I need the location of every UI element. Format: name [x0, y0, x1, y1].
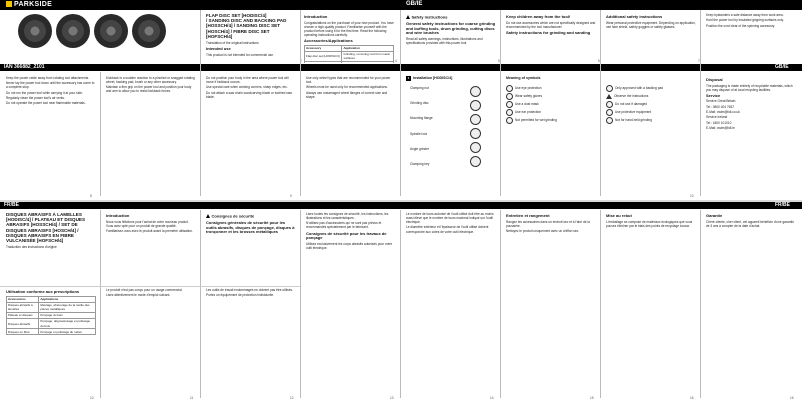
symbols-heading: Meaning of symbols — [506, 76, 541, 80]
safety-column-3: Additional safety instructions Wear personal protective equipment. Depending on application, use face shield, safety goggles or safety glasses. — [606, 13, 698, 63]
language-code: FR/BE — [4, 202, 19, 208]
service-line: Tel.: 0800 404 7657 — [706, 104, 735, 109]
page-number: 6 — [598, 59, 600, 63]
column-divider — [700, 10, 701, 196]
page-number: 9 — [290, 194, 292, 198]
safety-column-4: Keep bystanders a safe distance away from work area. Hold the power tool by insulated gripping surfaces only. Position the cord clear of the spinning accessory. — [706, 13, 784, 28]
safety-subheading: General safety instructions for coarse grinding and buffing tools, drum grinding, cutting discs and wire brushes — [406, 21, 496, 36]
ear-protection-icon — [506, 109, 513, 116]
brand-logo: PARKSIDE — [6, 1, 52, 8]
care-heading: Entretien et rangement — [506, 213, 550, 218]
safety-column-1: Safety instructions General safety instructions for coarse grinding and buffing tools, drum grinding, cutting discs and wire brushes Read all safety warnings, instructions, illustrations and specifications provided with this power tool. — [406, 13, 498, 63]
intro-column — [304, 13, 394, 63]
product-title: FLAP DISC SET [HODISC/4] / SANDING DISC AND BACKING PAD [HOSSCH/4] / SANDING DISC SET [HOSCH/4] / FIBRE DISC SET [HOFSCH/4] — [206, 13, 287, 39]
service-line: E-Mail: owim@lidl.co.uk — [706, 109, 740, 114]
intended-use-heading: Intended use — [206, 46, 231, 52]
safety-column-5: Keep the power cable away from rotating tool attachments. Never lay the power tool down until the accessory has come to a complete stop. Do not run the power tool while carrying it at your side. Regularly clean the power tool's air vents. Do not operate the power tool near flammable materials. — [6, 76, 95, 106]
column-divider — [300, 10, 301, 196]
installation-step-icon — [470, 114, 481, 125]
fr-intro-column-2: Le produit n'est pas conçu pour un usage commercial. Lisez attentivement le mode d'emploi suivant. — [106, 288, 183, 298]
applications-table: Accessory Application Flap disc set [HODISC/4] Grinding, removing rust from metal surfaces — [304, 45, 394, 63]
page-number: 11 — [190, 396, 194, 400]
symbols-list-left: Use eye protection Wear safety gloves Use a dust mask Use ear protection Not permitted for wet grinding — [506, 84, 598, 194]
service-line: Service Ireland — [706, 115, 728, 120]
fr-applications-table: Accessoires Applications Disques abrasifs à lamelles Meulage, ébavurage de la rouille des pièces métalliques Plateau et disques Ponçage du bois Disques abrasifs Ponçage, dégrossissage et polissage du bois Disques en fibre Ponçage et polissage du métal — [6, 296, 96, 336]
page-number: 12 — [290, 396, 294, 400]
page-number: 5 — [498, 59, 500, 63]
disposal-service-column: Disposal The packaging is made entirely of recyclable materials, which you may dispose of at local recycling facilities. Service Service Great Britain Tel.: 0800 404 7657 E-Mail: owim@lidl.co.uk Service Ireland Tel.: 1800 101010 E-Mail: owim@lidl.ie — [706, 76, 798, 194]
protective-equipment-icon — [606, 109, 613, 116]
page-number: 8 — [90, 194, 92, 198]
safety-subheading: Consignes générales de sécurité pour les outils abrasifs, disques de ponçage, disques à tronçonner et les brosses métalliques — [206, 220, 295, 235]
translation-note: Traduction des instructions d'origine — [6, 245, 57, 250]
installation-heading: 1 Installation [HODISC/4] — [407, 76, 453, 80]
parts-heading: Accessories/Applications — [304, 37, 353, 43]
translation-note: Translation of the original instructions — [206, 41, 259, 46]
page-number: 10 — [690, 194, 694, 198]
flap-disc-image — [18, 14, 52, 48]
installation-step-icon — [470, 142, 481, 153]
installation-step-icon — [470, 156, 481, 167]
warranty-heading: Garantie — [706, 213, 723, 218]
sanding-disc-image — [56, 14, 90, 48]
page-number: 13 — [390, 396, 394, 400]
no-wet-grinding-icon — [506, 117, 513, 124]
safety-column-8: Use only wheel types that are recommended for your power tool. Wheels must be used only for recommended applications. Always use undamaged wheel flanges of correct size and shape. — [306, 76, 391, 99]
top-header-bar — [0, 0, 802, 10]
no-hand-held-icon — [606, 117, 613, 124]
safety-column-6: Kickback is a sudden reaction to a pinched or snagged rotating wheel, backing pad, brush or any other accessory. Maintain a firm grip on the power tool and position your body and arm to allow you to resist kickback forces. — [106, 76, 195, 94]
safety-subheading: Safety instructions for grinding and sanding — [506, 29, 591, 35]
column-divider — [100, 72, 101, 196]
disposal-heading: Disposal — [706, 77, 723, 82]
column-divider — [400, 210, 401, 398]
service-line: Tel.: 1800 101010 — [706, 120, 732, 125]
installation-step-icon — [470, 86, 481, 97]
backing-pad-icon — [606, 85, 613, 92]
installation-step-icon — [470, 128, 481, 139]
english-manual-sheet — [0, 0, 802, 200]
safety-column-7: Do not position your body in the area where power tool will move if kickback occurs. Use special care when working corners, sharp edges, etc. Do not attach a saw chain woodcarving blade or toothed saw blade. — [206, 76, 292, 99]
fr-disposal-column: Mise au rebut L'emballage se compose de matériaux écologiques que vous pouvez éliminer par le biais des points de recyclage locaux. — [606, 212, 696, 392]
service-line: E-Mail: owim@lidl.ie — [706, 125, 735, 130]
installation-step-icon — [470, 100, 481, 111]
service-heading: Service — [706, 92, 721, 98]
safety-subheading: Keep children away from the tool! — [506, 14, 571, 19]
column-divider — [200, 210, 201, 398]
intro-heading: Introduction — [304, 14, 328, 19]
column-divider — [100, 210, 101, 398]
page-number: 16 — [690, 396, 694, 400]
page-number: 16 — [790, 396, 794, 400]
column-divider — [500, 210, 501, 398]
dust-mask-icon — [506, 101, 513, 108]
safety-heading: Safety instructions — [411, 14, 448, 20]
safety-gloves-icon — [506, 93, 513, 100]
page-number: 4 — [395, 59, 397, 63]
title-column — [206, 13, 296, 63]
fr-title-column — [6, 212, 96, 284]
fr-safety-column-2: Lisez toutes les consignes de sécurité, les instructions, les illustrations et les caractéristiques. N'utilisez pas d'accessoires qui ne sont pas prévus et recommandés spécialement par le fabricant. Consignes de sécurité pour les travaux de ponçage Utilisez exclusivement les corps abrasifs autorisés pour votre outil électrique. — [306, 212, 396, 392]
safety-column-2: Keep children away from the tool! Do not use accessories which are not specifically designed and recommended by the tool manufacturer. Safety instructions for grinding and sanding — [506, 13, 598, 63]
fr-safety-column-3: Le nombre de tours autorisé de l'outil utilisé doit être au moins aussi élevé que le nombre de tours maximal indiqué sur l'outil électrique. Le diamètre extérieur et l'épaisseur de l'outil utilisé doivent correspondre aux cotes de votre outil électrique. — [406, 212, 494, 234]
french-manual-sheet — [0, 202, 802, 402]
column-divider — [400, 10, 401, 196]
column-divider — [700, 210, 701, 398]
intro-text: Congratulations on the purchase of your new product. You have chosen a high-quality product. Familiarise yourself with the product before using it for the first time. Read the following operating instructions carefully. — [304, 20, 394, 37]
fr-warranty-column: Garantie Chère cliente, cher client, cet appareil bénéficie d'une garantie de 3 ans à compter de la date d'achat. — [706, 212, 796, 392]
row-divider — [0, 286, 300, 287]
ian-number: IAN 366882_2101 — [4, 64, 45, 70]
column-divider — [200, 10, 201, 196]
language-code: FR/BE — [775, 202, 790, 208]
intro-heading: Introduction — [106, 213, 130, 218]
page-number: 15 — [590, 396, 594, 400]
instructions-icon — [606, 94, 612, 99]
disposal-heading: Mise au rebut — [606, 213, 632, 218]
page-number: 10 — [90, 396, 94, 400]
backing-pad-image — [94, 14, 128, 48]
service-line: Service Great Britain — [706, 99, 736, 104]
damaged-icon — [606, 101, 613, 108]
fibre-disc-image — [132, 14, 166, 48]
fr-care-column: Entretien et rangement Rangez les accessoires dans un endroit sec et à l'abri de la poussière. Nettoyez le produit uniquement avec un chiffon sec. — [506, 212, 596, 392]
eye-protection-icon — [506, 85, 513, 92]
page-number: 7 — [698, 59, 700, 63]
fr-intro-column: Introduction Nous vous félicitons pour l'achat de votre nouveau produit. Vous avez opté pour un produit de grande qualité. Familiarisez-vous avec le produit avant la première utilisation. — [106, 212, 196, 284]
fr-use-column — [6, 288, 96, 392]
safety-subheading: Consignes de sécurité pour les travaux de ponçage — [306, 230, 387, 241]
intended-use-text: This product is not intended for commercial use. — [206, 52, 274, 57]
language-code: GB/IE — [775, 64, 789, 70]
use-heading: Utilisation conforme aux prescriptions — [6, 289, 80, 294]
fr-safety-column-1: Consignes de sécurité Consignes générales de sécurité pour les outils abrasifs, disques de ponçage, disques à tronçonner et les brosses métalliques — [206, 213, 295, 235]
safety-subheading: Additional safety instructions — [606, 14, 663, 19]
top-mid-bar — [0, 64, 802, 71]
symbols-list-right: Only approved with a backing pad Observe the instructions Do not use if damaged Use protective equipment Not for hand-held grinding — [606, 84, 698, 194]
column-divider — [600, 210, 601, 398]
fr-safety-column-4: Les outils de travail endommagés ne doivent pas être utilisés. Portez un équipement de protection individuelle. — [206, 288, 293, 298]
column-divider — [300, 210, 301, 398]
language-code: GB/IE — [406, 1, 423, 7]
column-divider — [500, 10, 501, 196]
column-divider — [600, 10, 601, 196]
page-number: 14 — [490, 396, 494, 400]
product-title: DISQUES ABRASIFS À LAMELLES [HODISC/4] / PLATEAU ET DISQUES ABRASIFS [HOSSCH/4] / SET DE DISQUES ABRASIFS [HOSCH/4] / DISQUES ABRASIFS EN FIBRE VULCANISÉE [HOFSCH/4] — [6, 212, 86, 244]
installation-labels: Clamping nut Grinding disc Mounting flange Spindle lock Angle grinder Clamping key — [410, 86, 433, 166]
bottom-header-bar — [0, 202, 802, 209]
